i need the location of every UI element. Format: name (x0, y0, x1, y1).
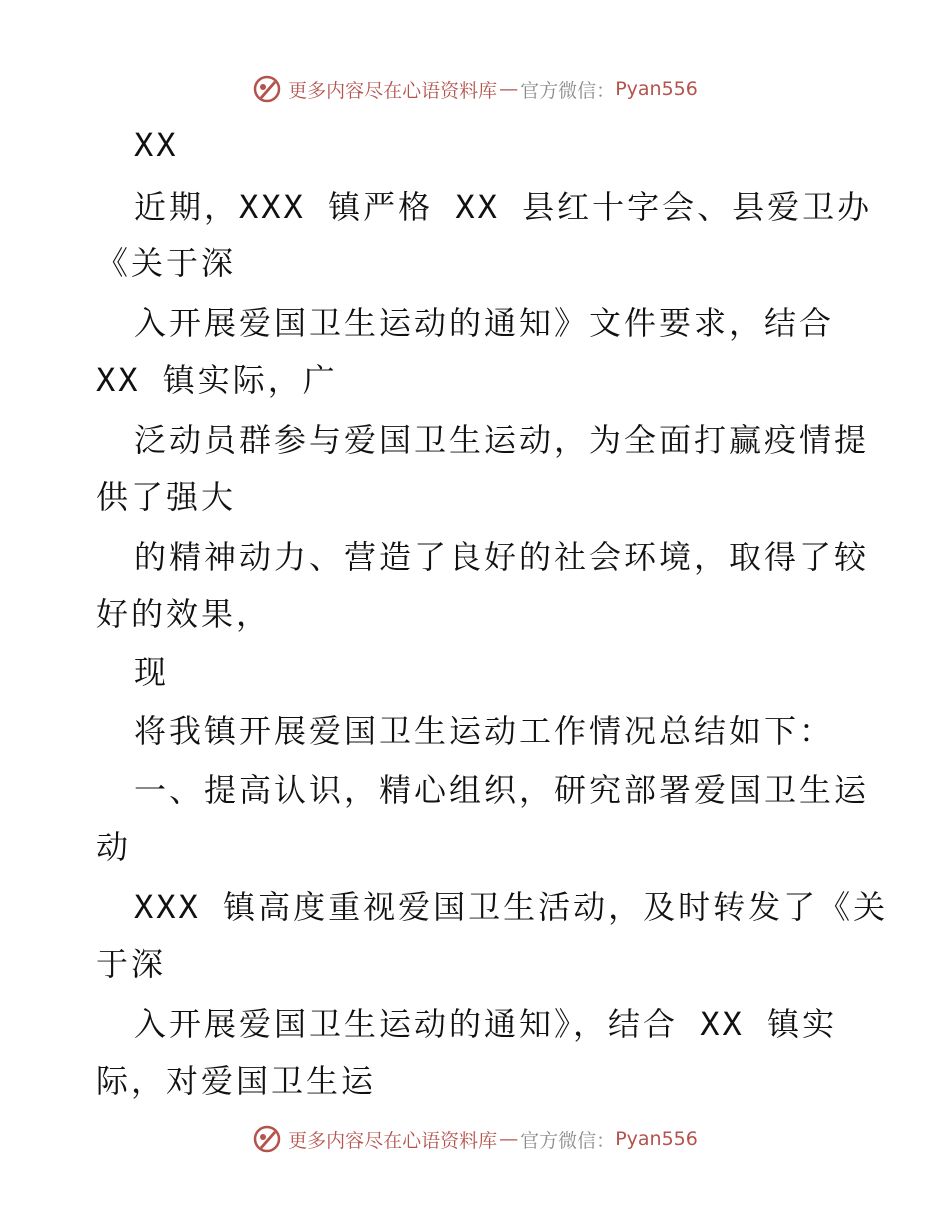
footer-watermark (0, 1124, 950, 1154)
text-line: 入开展爱国卫生运动的通知》文件要求，结合 (134, 304, 835, 342)
watermark-dash: — (499, 1128, 519, 1150)
text-line: 入开展爱国卫生运动的通知》，结合 XX 镇实 (134, 1005, 838, 1043)
text-line: 际，对爱国卫生运 (96, 1062, 377, 1100)
text-line: 《关于深 (96, 244, 237, 282)
text-line: XXX 镇高度重视爱国卫生活动，及时转发了《关 (134, 888, 889, 926)
text-line: 于深 (96, 945, 167, 983)
watermark-wechat-id: Pyan556 (615, 78, 698, 100)
watermark-main-text: 更多内容尽在心语资料库 (288, 1129, 498, 1152)
text-line: 动 (96, 828, 132, 866)
watermark-wechat-id: Pyan556 (615, 1128, 698, 1150)
quill-logo-icon (252, 1124, 282, 1154)
watermark-sub-text: 官方微信： (520, 1129, 616, 1152)
text-line: XX (134, 126, 179, 164)
watermark-main-text: 更多内容尽在心语资料库 (288, 79, 498, 102)
text-line: 近期，XXX 镇严格 XX 县红十字会、县爱卫办 (134, 188, 873, 226)
text-line: 的精神动力、营造了良好的社会环境，取得了较 (134, 538, 870, 576)
watermark-sub-text: 官方微信： (520, 79, 616, 102)
text-line: 将我镇开展爱国卫生运动工作情况总结如下： (134, 712, 835, 750)
text-line: 一、提高认识，精心组织，研究部署爱国卫生运 (134, 771, 870, 809)
text-line: 泛动员群参与爱国卫生运动，为全面打赢疫情提 (134, 421, 870, 459)
text-line: XX 镇实际，广 (96, 361, 338, 399)
text-line: 现 (134, 653, 170, 691)
text-line: 好的效果， (96, 595, 272, 633)
watermark-dash: — (499, 78, 519, 100)
text-line: 供了强大 (96, 478, 237, 516)
